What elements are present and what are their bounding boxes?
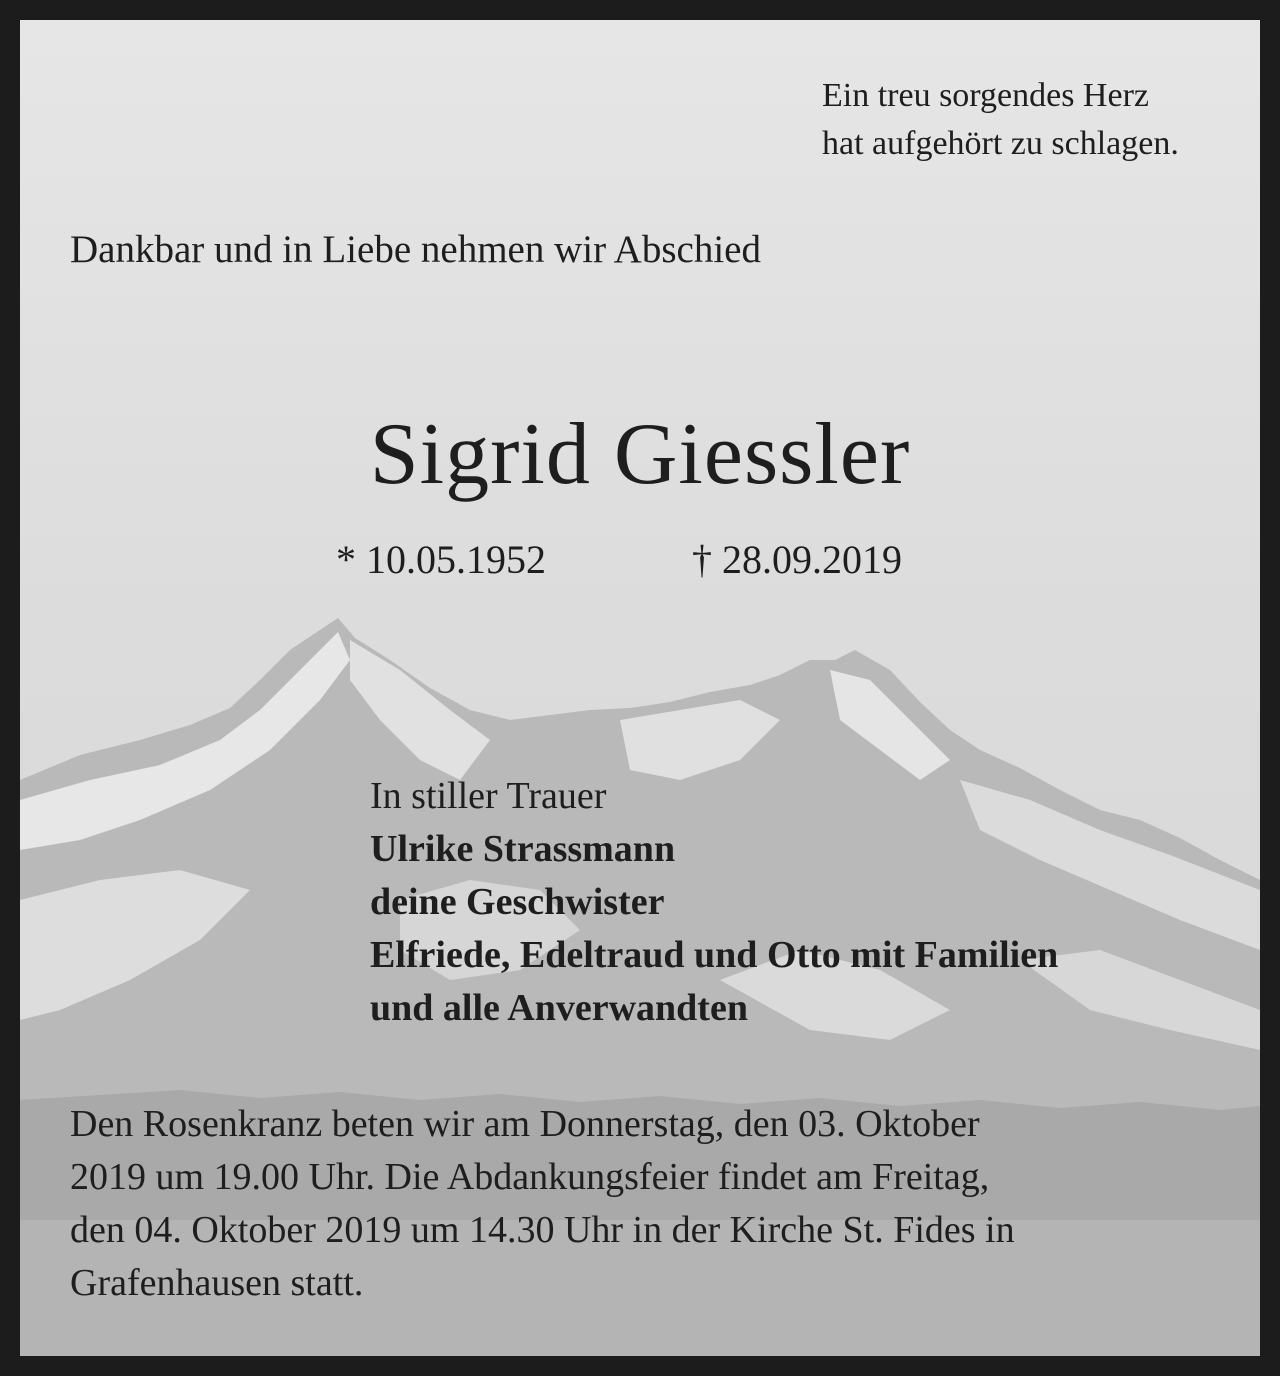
mourner-line: Elfriede, Edeltraud und Otto mit Familien bbox=[370, 934, 1059, 976]
motto-line: Ein treu sorgendes Herz bbox=[822, 77, 1149, 114]
service-line: den 04. Oktober 2019 um 14.30 Uhr in der Kirche St. Fides in bbox=[70, 1209, 1015, 1251]
farewell-text: Dankbar und in Liebe nehmen wir Abschied bbox=[70, 228, 761, 271]
mourner-line: deine Geschwister bbox=[370, 881, 665, 923]
mourners-intro: In stiller Trauer bbox=[370, 775, 607, 817]
motto bbox=[822, 72, 1179, 168]
service-line: Grafenhausen statt. bbox=[70, 1262, 364, 1304]
mourner-line: Ulrike Strassmann bbox=[370, 828, 676, 870]
mourner-line: und alle Anverwandten bbox=[370, 987, 748, 1029]
motto-line: hat aufgehört zu schlagen. bbox=[822, 125, 1179, 162]
deceased-name-text: Sigrid Giessler bbox=[369, 406, 911, 503]
service-line: 2019 um 19.00 Uhr. Die Abdankungsfeier findet am Freitag, bbox=[70, 1156, 990, 1198]
birth-date: * 10.05.1952 bbox=[336, 537, 546, 582]
deceased-name bbox=[20, 400, 1260, 510]
death-date: † 28.09.2019 bbox=[692, 537, 902, 582]
mourners-block bbox=[370, 770, 1058, 1035]
service-info bbox=[70, 1098, 1015, 1310]
service-line: Den Rosenkranz beten wir am Donnerstag, den 03. Oktober bbox=[70, 1103, 980, 1145]
